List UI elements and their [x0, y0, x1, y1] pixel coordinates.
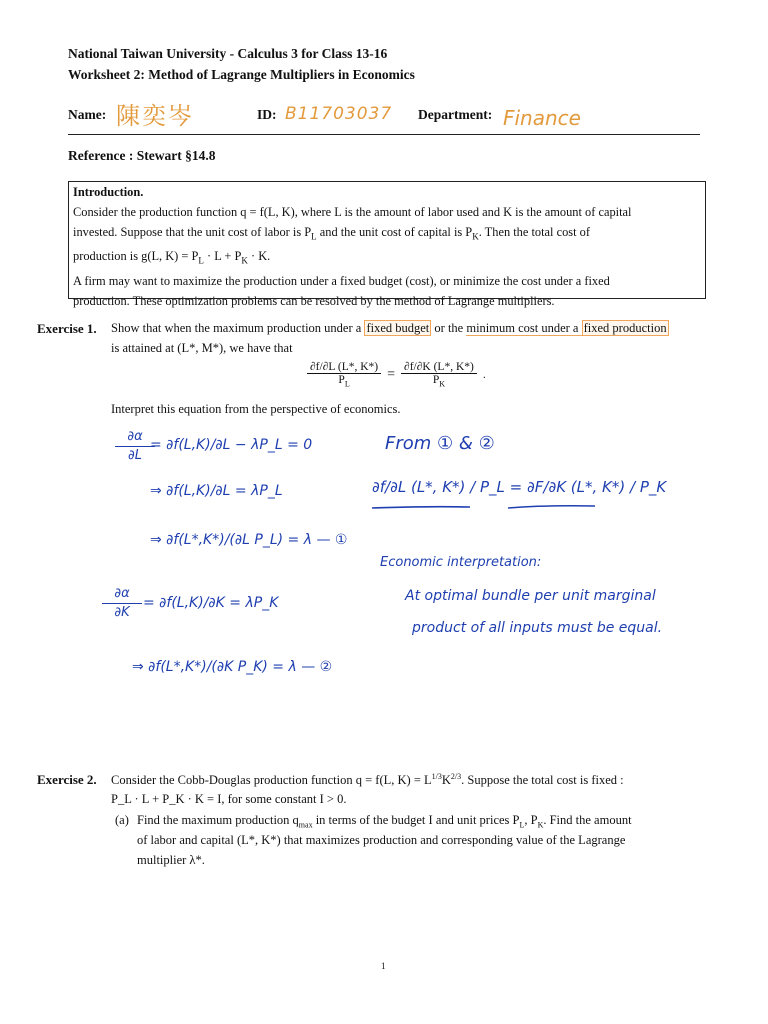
exercise-2-label: Exercise 2.	[37, 772, 97, 787]
exercise-2-line-1: Consider the Cobb-Douglas production function q = f(L, $K) = L^{1/3}K^{2/3}$. Suppose the total cost is fixed :	[111, 772, 624, 788]
intro-line-1: Consider the production function q = f(L, K), where L is the amount of labor used and K is the amount of capital	[73, 205, 632, 219]
hw-econ-line-1: At optimal bundle per unit marginal	[405, 588, 656, 604]
department-handwritten: Finance	[503, 106, 581, 130]
part-a-label: (a)	[115, 813, 129, 827]
hw-line-1: = ∂f(L,K)/∂L − λP_L = 0	[150, 437, 313, 453]
department-label: Department:	[418, 107, 493, 122]
hw-line-5: ⇒ ∂f(L*,K*)/(∂K P_K) = λ — ②	[132, 659, 333, 675]
hw-result-equation: ∂f/∂L (L*, K*) / P_L = ∂F/∂K (L*, K*) / P_K	[372, 478, 667, 496]
name-label: Name:	[68, 107, 107, 122]
intro-line-5: production. These optimization problems can be resolved by the method of Lagrange multipliers.	[73, 293, 555, 308]
hw-line-2: ⇒ ∂f(L,K)/∂L = λP_L	[150, 483, 283, 499]
exercise-1-label: Exercise 1.	[37, 321, 97, 336]
part-a-line-2: of labor and capital (L*, K*) that maximizes production and corresponding value of the Lagrange	[137, 833, 626, 847]
hw-partial-alpha-L: ∂α ∂L	[115, 428, 155, 465]
id-label: ID:	[257, 107, 277, 122]
part-a-line-3: multiplier λ*.	[137, 853, 205, 867]
part-a-line-1: Find the maximum production $q_{max}$ in terms of the budget I and unit prices $P_L$, $P_K$. Find the amount	[137, 813, 632, 830]
name-handwritten: 陳奕岑	[116, 102, 194, 130]
hw-line-4: = ∂f(L,K)/∂K = λP_K	[143, 595, 279, 611]
equation-left-fraction: $\frac{\partial f/\partial L (L*, K*)}{P_L}$	[307, 361, 381, 388]
hw-partial-alpha-K: ∂α ∂K	[102, 585, 142, 622]
hw-from-1-and-2: From ① & ②	[385, 433, 495, 454]
hw-fraction-bars	[370, 490, 620, 530]
equation-right-fraction: $\frac{\partial f/\partial K (L*, K*)}{P_K}$	[401, 361, 477, 388]
intro-line-3: production is g(L, $K) = P_L \cdot L + P_K \cdot K$.	[73, 249, 271, 266]
intro-line-4: A firm may want to maximize the production under a fixed budget (cost), or minimize the cost under a fixed	[73, 273, 610, 288]
header-rule	[68, 134, 700, 135]
exercise-2-line-2: P_L · L + P_K · K = I, for some constant I > 0.	[111, 792, 347, 806]
highlight-fixed-budget: fixed budget	[366, 321, 430, 335]
highlight-fixed-production: fixed production	[583, 321, 667, 335]
intro-line-2: invested. Suppose that the unit cost of labor is $P_L$ and the unit cost of capital is $P_K$. Then the total cost of	[73, 225, 590, 242]
introduction-box	[68, 181, 706, 308]
optimality-equation: $\frac{\partial f/\partial L (L*, K*)}{P_L}$ = $\frac{\partial f/\partial K (L*, K*)}{P_K}$ .	[307, 361, 486, 388]
reference: Reference : Stewart §14.8	[68, 148, 216, 163]
exercise-1-line-2: is attained at (L*, M*), we have that	[111, 341, 293, 355]
hw-line-3: ⇒ ∂f(L*,K*)/(∂L P_L) = λ — ①	[150, 532, 348, 548]
page-number: 1	[381, 961, 386, 971]
hw-econ-line-2: product of all inputs must be equal.	[412, 620, 663, 636]
intro-title: Introduction.	[73, 185, 144, 199]
exercise-1-line-1: Show that when the maximum production under a fixed budget or the minimum cost under a fixed production	[111, 321, 667, 335]
underline-minimum-cost: minimum cost under a	[466, 321, 582, 335]
exercise-1-interpret: Interpret this equation from the perspective of economics.	[111, 402, 401, 416]
id-handwritten: B11703037	[285, 104, 393, 124]
hw-econ-title: Economic interpretation:	[380, 555, 542, 570]
course-title: National Taiwan University - Calculus 3 for Class 13-16	[68, 46, 388, 61]
worksheet-title: Worksheet 2: Method of Lagrange Multipliers in Economics	[68, 67, 415, 82]
